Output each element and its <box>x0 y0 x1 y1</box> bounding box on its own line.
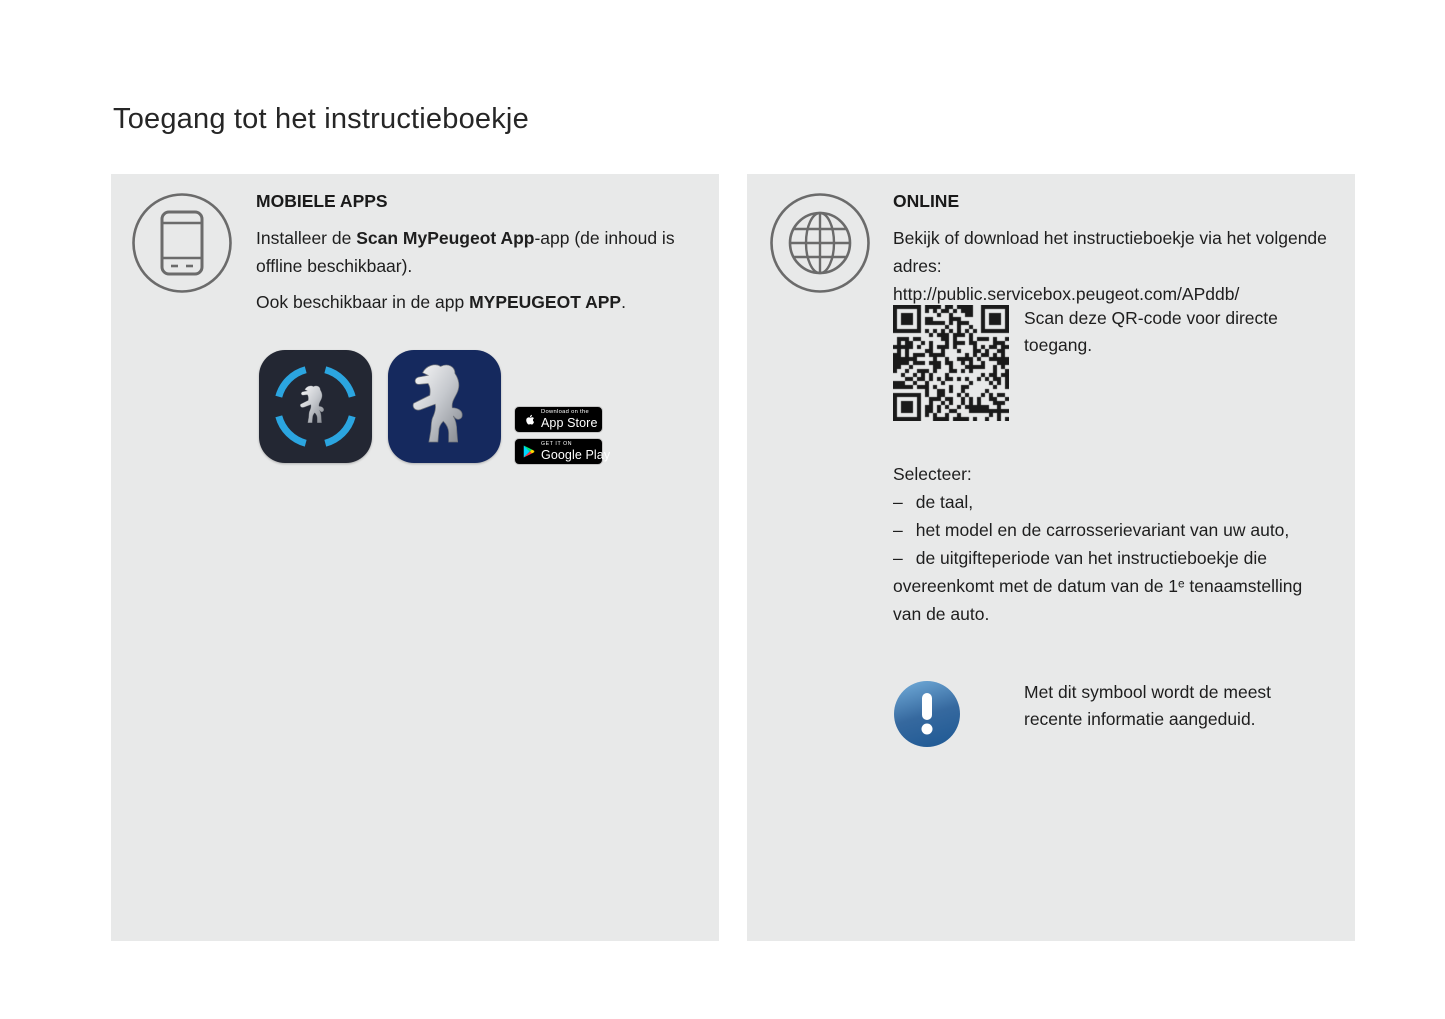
google-play-badge-line1: GET IT ON <box>541 440 573 447</box>
app-store-badge-line1: Download on the <box>541 408 590 415</box>
manual-url: http://public.servicebox.peugeot.com/APddb/ <box>893 284 1240 304</box>
apple-logo-icon <box>522 412 536 428</box>
mobile-apps-panel <box>111 174 719 941</box>
google-play-badge <box>514 438 611 465</box>
online-panel <box>747 174 1355 941</box>
mobile-apps-text <box>256 187 701 316</box>
online-intro: Bekijk of download het instructieboekje via het volgende adres: <box>893 228 1327 276</box>
app-store-badge <box>514 406 603 433</box>
scan-mypeugeot-app-icon <box>259 350 372 463</box>
mobile-apps-heading: MOBIELE APPS <box>256 191 388 211</box>
qr-caption: Scan deze QR-code voor directe toegang. <box>1024 308 1278 355</box>
online-heading: ONLINE <box>893 191 960 211</box>
select-list <box>893 460 1335 628</box>
dash-bullet: – <box>893 548 903 568</box>
list-item: – de taal, <box>893 492 974 512</box>
info-exclamation-icon <box>893 680 961 748</box>
mypeugeot-app-icon <box>388 350 501 463</box>
google-play-badge-line2: Google Play <box>541 447 611 462</box>
select-heading: Selecteer: <box>893 464 972 484</box>
smartphone-icon <box>131 192 233 294</box>
online-text <box>893 187 1333 308</box>
info-note: Met dit symbool wordt de meest recente informatie aangeduid. <box>1024 682 1272 729</box>
qr-code <box>893 305 1009 421</box>
page-title: Toegang tot het instructieboekje <box>113 103 529 135</box>
google-play-logo-icon <box>522 444 536 459</box>
globe-icon <box>769 192 871 294</box>
dash-bullet: – <box>893 520 903 540</box>
install-text: Installeer de Scan MyPeugeot App-app (de inhoud is offline beschikbaar). <box>256 228 675 276</box>
dash-bullet: – <box>893 492 903 512</box>
also-available-text: Ook beschikbaar in de app MYPEUGEOT APP. <box>256 292 626 312</box>
list-item: – de uitgifteperiode van het instructieboekje die overeenkomt met de datum van de 1ᵉ tenaamstelling van de auto. <box>893 548 1303 624</box>
list-item: – het model en de carrosserievariant van uw auto, <box>893 520 1290 540</box>
app-store-badge-line2: App Store <box>541 415 598 430</box>
